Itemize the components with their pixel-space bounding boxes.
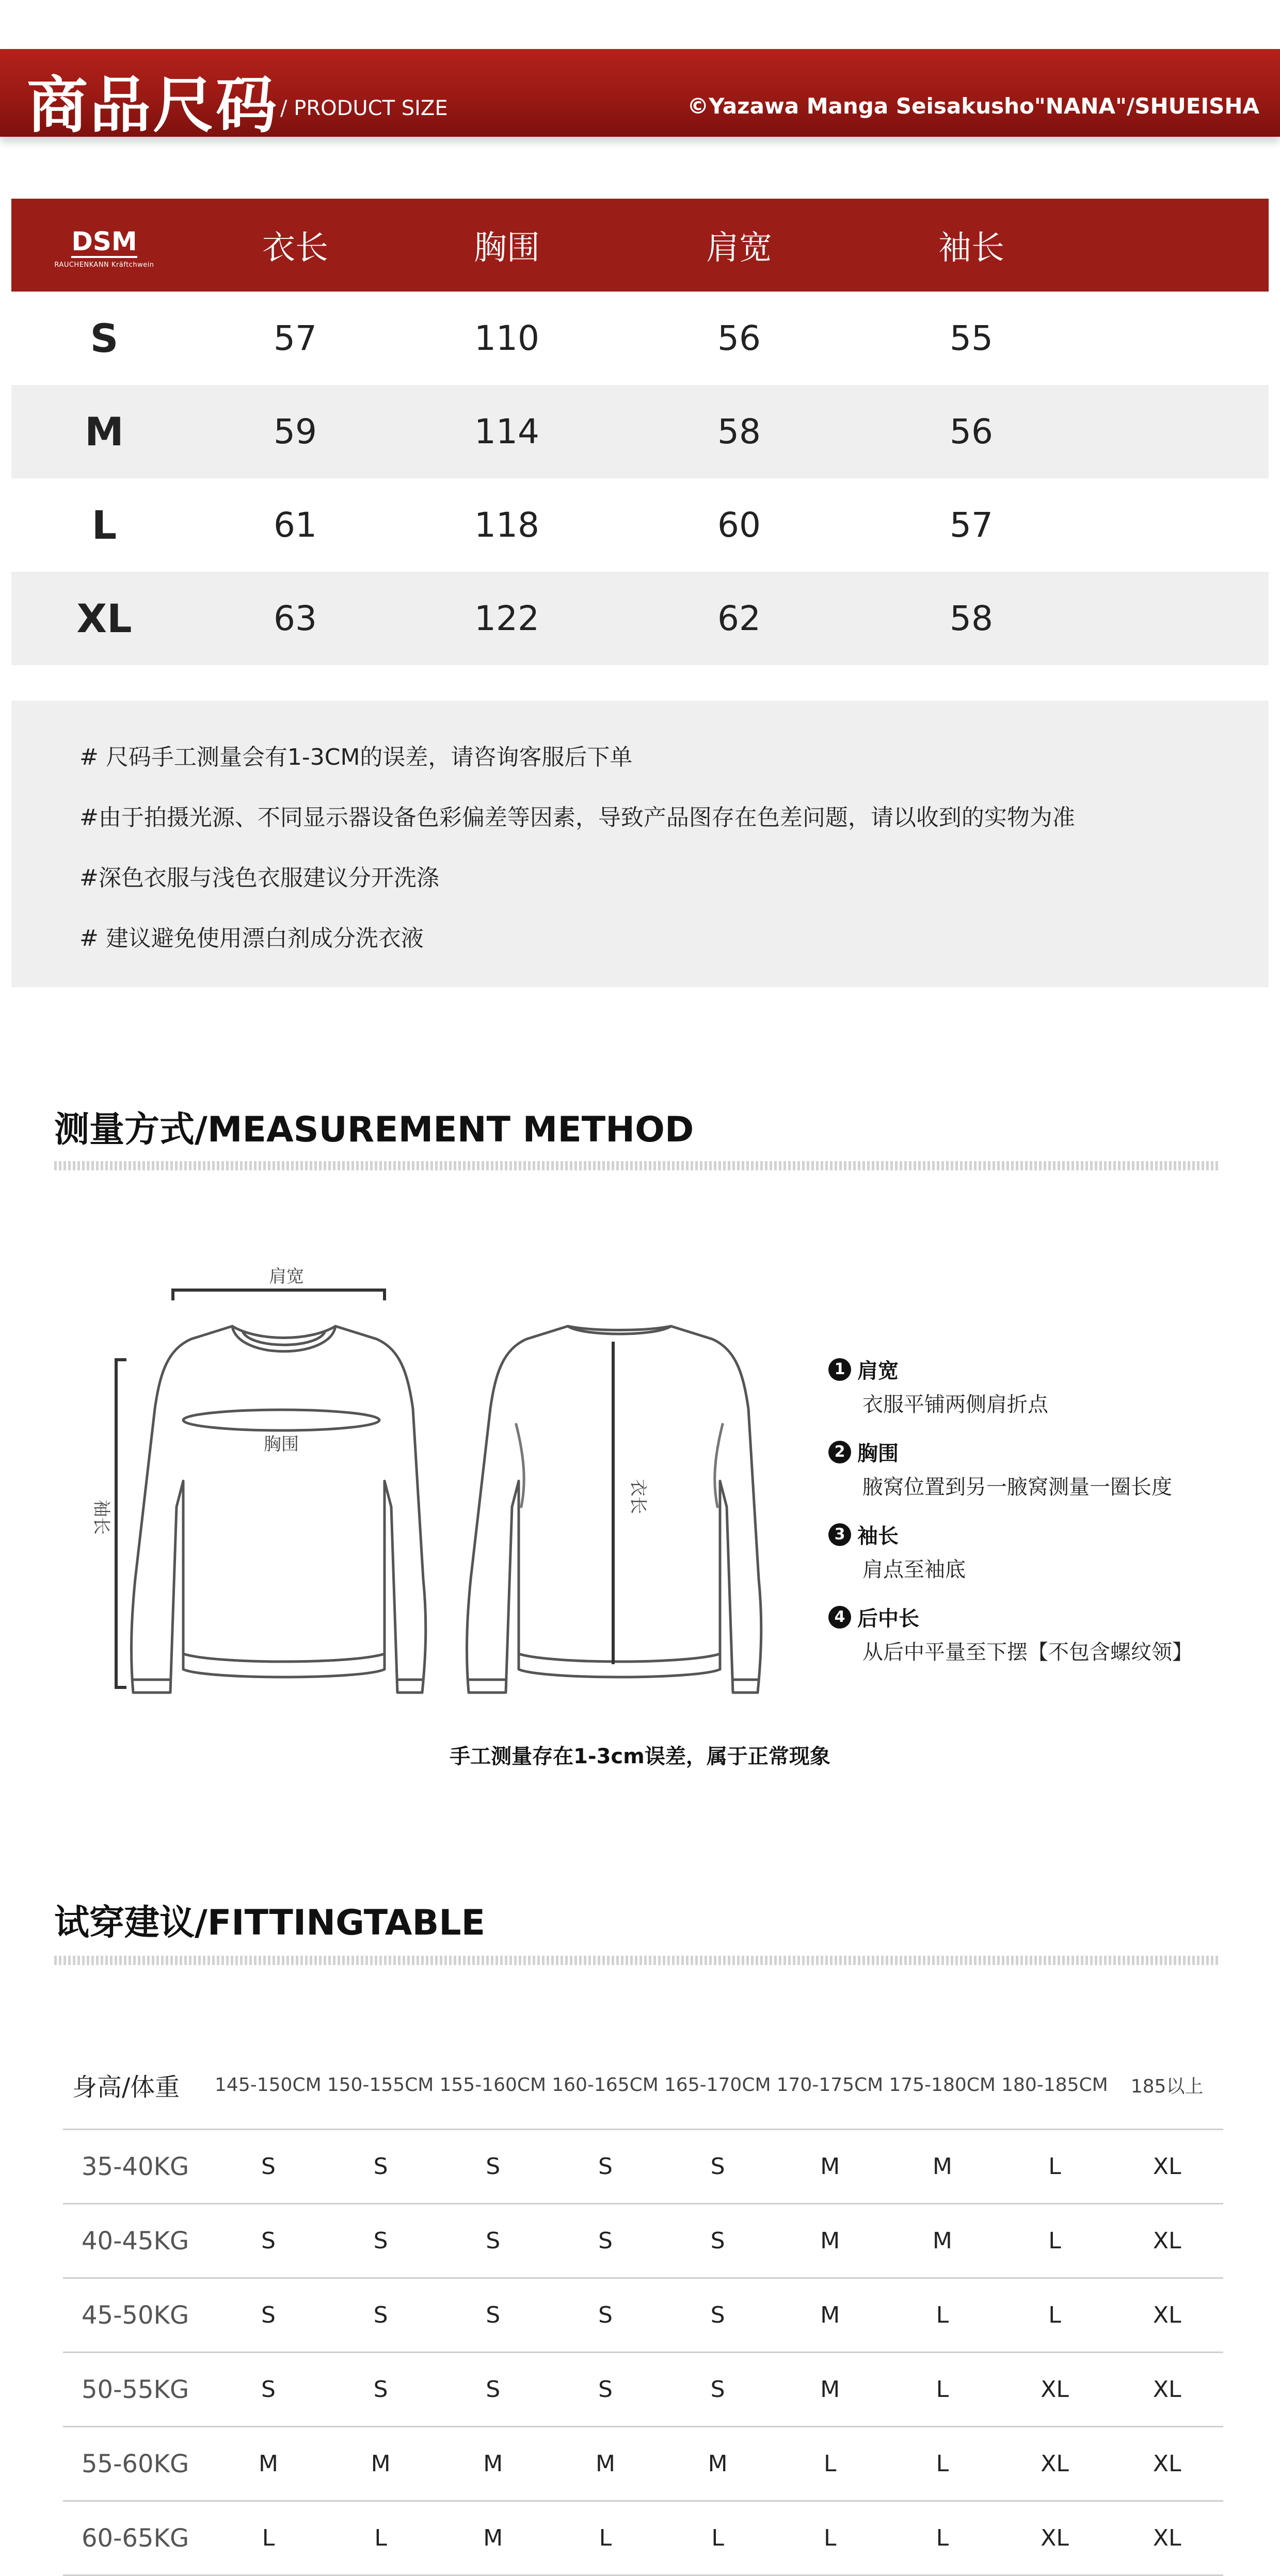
- weight-label: 55-60KG: [82, 2449, 189, 2478]
- table-cell: S: [598, 2302, 613, 2328]
- sleeve-measure-line: [116, 1360, 126, 1687]
- legend-item: [828, 1355, 1048, 1418]
- size-table: [11, 199, 1269, 665]
- table-row: [11, 385, 1269, 478]
- size-label: XL: [76, 595, 132, 641]
- table-cell: M: [595, 2451, 615, 2477]
- table-cell: M: [820, 2228, 840, 2254]
- table-cell: S: [373, 2153, 388, 2180]
- copyright-text: ©Yazawa Manga Seisakusho"NANA"/SHUEISHA: [687, 93, 1259, 119]
- length-label: 衣长: [628, 1479, 648, 1514]
- table-cell: L: [936, 2302, 949, 2328]
- table-cell: XL: [1153, 2451, 1181, 2477]
- table-cell: S: [486, 2376, 501, 2403]
- table-cell: 122: [474, 599, 539, 638]
- legend-title: 胸围: [857, 1442, 899, 1466]
- table-cell: S: [373, 2302, 388, 2328]
- table-cell: S: [486, 2153, 501, 2180]
- table-cell: L: [711, 2525, 724, 2551]
- table-cell: L: [936, 2376, 949, 2403]
- table-row: [63, 2353, 1223, 2427]
- legend-number: 2: [828, 1441, 851, 1463]
- sleeve-label: 袖长: [91, 1500, 111, 1535]
- table-cell: L: [823, 2525, 837, 2551]
- size-label: L: [91, 502, 117, 548]
- table-cell: 61: [274, 505, 317, 545]
- legend-title: 袖长: [857, 1524, 899, 1548]
- note-text: #由于拍摄光源、不同显示器设备色彩偏差等因素，导致产品图存在色差问题，请以收到的实物为准: [79, 804, 1075, 831]
- height-header: 165-170CM: [664, 2074, 771, 2096]
- table-cell: M: [820, 2302, 840, 2328]
- table-row: [11, 478, 1269, 572]
- table-row: [63, 2279, 1223, 2353]
- table-cell: M: [932, 2153, 952, 2180]
- table-cell: S: [598, 2228, 613, 2254]
- table-cell: XL: [1153, 2302, 1181, 2328]
- height-header: 180-185CM: [1001, 2074, 1108, 2096]
- table-cell: 59: [274, 412, 317, 452]
- table-row: [63, 2427, 1223, 2502]
- corner-header: 身高/体重: [72, 2072, 180, 2102]
- table-cell: S: [710, 2302, 725, 2328]
- table-cell: S: [598, 2376, 613, 2403]
- column-header: 袖长: [938, 229, 1004, 267]
- table-cell: S: [261, 2302, 276, 2328]
- table-cell: XL: [1153, 2228, 1181, 2254]
- table-cell: 110: [474, 318, 539, 358]
- table-cell: 56: [950, 412, 993, 452]
- page-title: 商品尺码: [27, 70, 279, 141]
- height-header: 160-165CM: [552, 2074, 659, 2096]
- table-cell: L: [1048, 2228, 1061, 2254]
- weight-label: 45-50KG: [82, 2300, 189, 2330]
- table-cell: M: [483, 2525, 503, 2551]
- fitting-table: [63, 2041, 1223, 2576]
- chest-label: 胸围: [264, 1434, 299, 1455]
- table-cell: M: [932, 2228, 952, 2254]
- table-row: [63, 2204, 1223, 2279]
- fitting-table-header: [63, 2041, 1223, 2130]
- height-header: 155-160CM: [439, 2074, 547, 2096]
- measurement-note: 手工测量存在1-3cm误差，属于正常现象: [450, 1745, 830, 1768]
- fitting-section-title: 试穿建议/FITTINGTABLE: [54, 1903, 486, 1943]
- size-label: S: [90, 315, 119, 361]
- table-cell: XL: [1041, 2376, 1069, 2403]
- size-table-header: [11, 199, 1269, 292]
- table-cell: S: [261, 2376, 276, 2403]
- chest-ellipse: [183, 1410, 379, 1430]
- column-header: 衣长: [262, 229, 328, 267]
- legend-description: 腋窝位置到另一腋窝测量一圈长度: [862, 1475, 1172, 1499]
- height-header: 175-180CM: [889, 2074, 996, 2096]
- section-divider: [54, 1956, 1218, 1965]
- table-cell: 63: [274, 599, 317, 638]
- legend-title: 肩宽: [857, 1359, 899, 1383]
- height-header: 170-175CM: [776, 2074, 884, 2096]
- front-shirt-outline: [132, 1326, 426, 1693]
- table-cell: S: [486, 2302, 501, 2328]
- notes-panel: [11, 701, 1269, 987]
- table-cell: M: [258, 2451, 278, 2477]
- table-cell: M: [371, 2451, 391, 2477]
- table-cell: M: [820, 2376, 840, 2403]
- table-cell: XL: [1153, 2153, 1181, 2180]
- column-header: 肩宽: [706, 229, 772, 267]
- page-subtitle: / PRODUCT SIZE: [280, 96, 448, 120]
- legend-description: 衣服平铺两侧肩折点: [862, 1393, 1048, 1416]
- table-cell: 55: [950, 318, 993, 358]
- table-cell: L: [374, 2525, 387, 2551]
- table-cell: 57: [274, 318, 317, 358]
- shoulder-measure-line: [173, 1290, 385, 1300]
- table-cell: XL: [1153, 2525, 1181, 2551]
- table-cell: M: [820, 2153, 840, 2180]
- column-header: 胸围: [474, 229, 540, 267]
- brand-logo-text: DSM: [71, 227, 137, 258]
- legend-number: 3: [828, 1523, 851, 1546]
- weight-label: 60-65KG: [82, 2523, 189, 2553]
- legend-title: 后中长: [857, 1607, 919, 1631]
- weight-label: 40-45KG: [82, 2226, 189, 2256]
- table-cell: 118: [474, 505, 539, 545]
- table-row: [63, 2130, 1223, 2204]
- legend-number: 4: [828, 1606, 851, 1629]
- table-cell: S: [710, 2376, 725, 2403]
- section-divider: [54, 1161, 1218, 1170]
- table-cell: 56: [717, 318, 761, 358]
- measurement-section-title: 测量方式/MEASUREMENT METHOD: [54, 1109, 694, 1150]
- legend-number: 1: [828, 1358, 851, 1381]
- legend-item: [828, 1520, 966, 1583]
- table-row: [63, 2502, 1223, 2576]
- table-cell: XL: [1041, 2451, 1069, 2477]
- table-cell: S: [261, 2228, 276, 2254]
- table-cell: M: [483, 2451, 503, 2477]
- table-cell: S: [710, 2153, 725, 2180]
- table-cell: M: [708, 2451, 728, 2477]
- table-cell: L: [936, 2451, 949, 2477]
- table-cell: S: [373, 2228, 388, 2254]
- table-cell: L: [936, 2525, 949, 2551]
- legend-item: [828, 1602, 1193, 1665]
- note-text: # 建议避免使用漂白剂成分洗衣液: [79, 925, 424, 952]
- table-cell: 62: [717, 599, 761, 638]
- table-cell: S: [261, 2153, 276, 2180]
- table-cell: L: [599, 2525, 612, 2551]
- table-cell: XL: [1153, 2376, 1181, 2403]
- table-cell: S: [486, 2228, 501, 2254]
- note-text: #深色衣服与浅色衣服建议分开洗涤: [79, 865, 439, 891]
- table-cell: L: [1048, 2302, 1061, 2328]
- header-banner: [0, 49, 1280, 141]
- note-text: # 尺码手工测量会有1-3CM的误差，请咨询客服后下单: [79, 744, 633, 770]
- height-header: 145-150CM: [215, 2074, 322, 2096]
- table-cell: 58: [717, 412, 761, 452]
- table-cell: L: [1048, 2153, 1061, 2180]
- table-cell: 58: [950, 599, 993, 638]
- table-cell: S: [598, 2153, 613, 2180]
- weight-label: 50-55KG: [82, 2375, 189, 2404]
- shoulder-label: 肩宽: [269, 1266, 304, 1287]
- weight-label: 35-40KG: [82, 2152, 189, 2181]
- table-cell: L: [823, 2451, 837, 2477]
- table-cell: 114: [474, 412, 539, 452]
- table-row: [11, 572, 1269, 665]
- table-cell: S: [710, 2228, 725, 2254]
- height-header: 185以上: [1130, 2075, 1204, 2097]
- table-row: [11, 292, 1269, 385]
- legend-description: 肩点至袖底: [862, 1558, 966, 1582]
- table-cell: S: [373, 2376, 388, 2403]
- table-cell: 60: [717, 505, 761, 545]
- table-cell: 57: [950, 505, 993, 545]
- brand-logo: [11, 222, 197, 269]
- table-cell: L: [262, 2525, 275, 2551]
- brand-logo-subtext: RAUCHENKANN Kräftchwein: [54, 261, 154, 269]
- size-label: M: [85, 409, 124, 455]
- legend-description: 从后中平量至下摆【不包含螺纹领】: [862, 1640, 1193, 1664]
- table-cell: XL: [1041, 2525, 1069, 2551]
- legend-item: [828, 1437, 1172, 1500]
- height-header: 150-155CM: [327, 2074, 434, 2096]
